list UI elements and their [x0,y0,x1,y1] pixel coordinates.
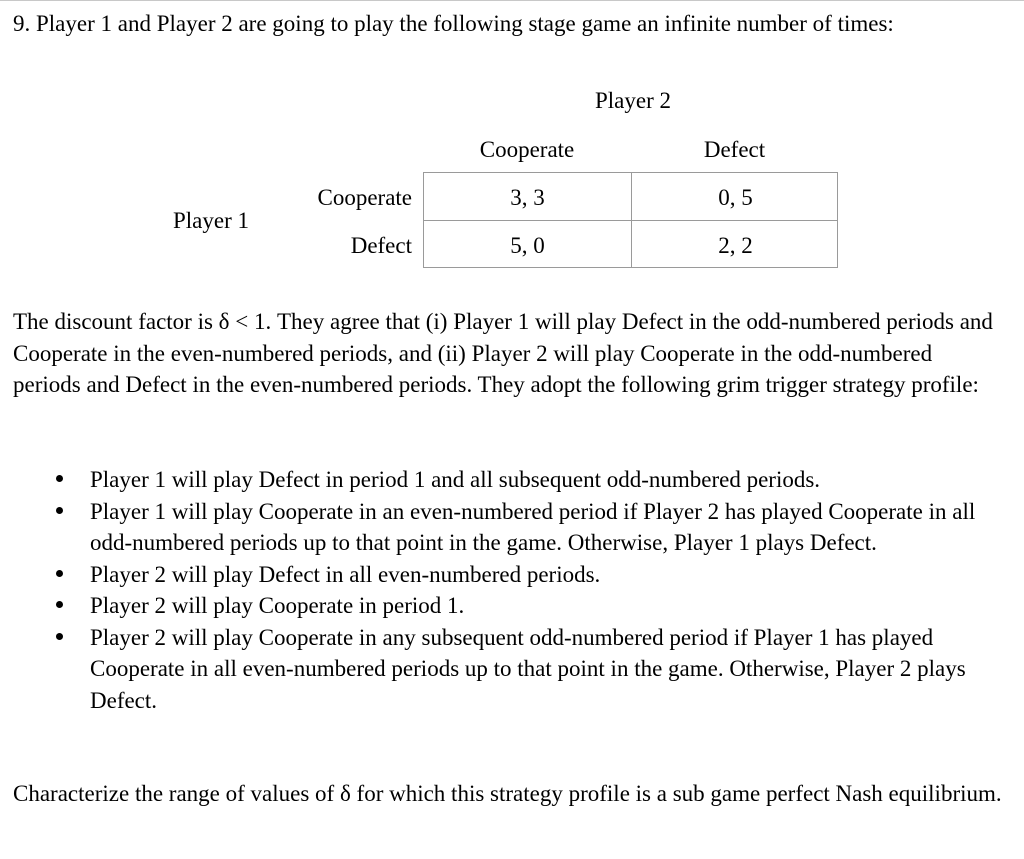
row-player-label: Player 1 [173,208,250,233]
list-item-text: Player 1 will play Cooperate in an even-numbered period if Player 2 has played Cooperate in all odd-numbered periods up to that point in the game. Otherwise, Player 1 plays Defect. [90,498,976,555]
payoff-cell-cooperate-cooperate: 3, 3 [510,185,545,210]
list-item [0,590,1010,622]
intro-paragraph: The discount factor is δ < 1. They agree that (i) Player 1 will play Defect in the odd-numbered periods and Cooperate in the even-numbered periods, and (ii) Player 2 will play Cooperate in the odd-numbered periods and Defect in the even-numbered periods. They adopt the following grim trigger strategy profile: [13,309,993,397]
top-divider [0,0,1024,1]
question-header: 9. Player 1 and Player 2 are going to play the following stage game an infinite number of times: [13,11,894,36]
strategy-list [0,464,1010,716]
payoff-cell-cooperate-defect: 0, 5 [718,185,753,210]
bullet-icon [56,633,63,640]
bullet-icon [56,475,63,482]
payoff-matrix [423,172,838,268]
column-header-defect: Defect [703,137,766,162]
list-item [0,559,1010,591]
row-header-defect: Defect [350,233,412,258]
bullet-icon [56,601,63,608]
list-item-text: Player 2 will play Defect in all even-numbered periods. [90,561,601,587]
list-item [0,464,1010,496]
list-item [0,496,1010,559]
payoff-cell-defect-cooperate: 5, 0 [510,233,545,258]
question-paragraph: Characterize the range of values of δ for which this strategy profile is a sub game perfect Nash equilibrium. [13,781,1002,806]
list-item [0,622,1010,717]
list-item-text: Player 1 will play Defect in period 1 and all subsequent odd-numbered periods. [90,467,821,492]
payoff-cell-defect-defect: 2, 2 [718,233,753,258]
bullet-icon [56,570,63,577]
column-player-label: Player 2 [595,88,672,113]
matrix-row-divider [424,220,837,221]
row-header-cooperate: Cooperate [317,185,412,210]
list-item-text: Player 2 will play Cooperate in period 1. [90,593,465,618]
column-header-cooperate: Cooperate [479,137,575,162]
bullet-icon [56,507,63,514]
list-item-text: Player 2 will play Cooperate in any subsequent odd-numbered period if Player 1 has played Cooperate in all even-numbered periods up to that point in the game. Otherwise, Player 2 plays Defect. [90,624,966,713]
